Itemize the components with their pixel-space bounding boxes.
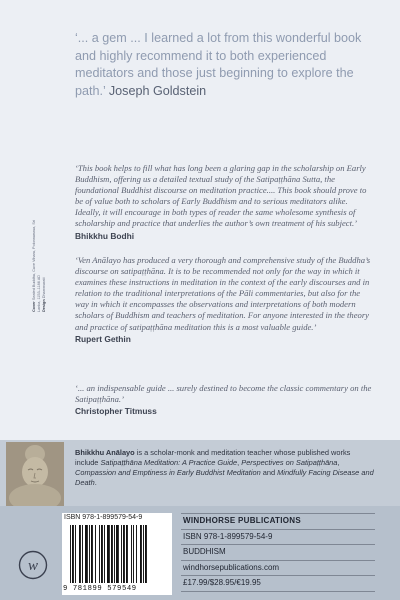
cover-credits [32, 212, 58, 312]
cover-credit-text: Seated Buddha, Cave Vihara, Polonnaruwa, Sri Lanka, 1153–1186 AD [32, 220, 41, 312]
review-text: ‘This book helps to fill what has long been a glaring gap in the scholarship on Early Buddhism, offering us a detailed textual study of the Satipaṭṭhāna Sutta, the foundational Buddhist discourse on meditation practice.... This book should prove to be of value both to scholars of Early Buddhism and to serious meditators alike. Ideally, it will encourage in both types of reader the same wholesome synthesis of scholarship and practice that underlies the author’s own treatment of his subject.’ [75, 163, 367, 229]
publisher-website: windhorsepublications.com [181, 560, 375, 576]
bio-title-4: Mindfully Facing Disease and Death [75, 468, 374, 487]
design-credit-text: Dhammarati [42, 277, 46, 299]
bio-author-name: Bhikkhu Anālayo [75, 448, 135, 457]
barcode-bars [70, 525, 168, 583]
author-bio [75, 448, 375, 488]
review-author: Rupert Gethin [75, 333, 131, 344]
review-author: Christopher Titmuss [75, 406, 157, 417]
bio-title-1: Satipaṭṭhāna Meditation: A Practice Guide [100, 458, 238, 467]
bio-sep-3: and [260, 468, 278, 477]
bio-text-a: is a scholar-monk and meditation teacher whose published works include [75, 448, 351, 467]
lead-quote [75, 30, 370, 100]
publisher-table [181, 513, 375, 592]
review-text: ‘... an indispensable guide ... surely destined to become the classic commentary on the Satipaṭṭhāna.’ [75, 383, 372, 405]
bio-title-2: Perspectives on Satipaṭṭhāna [241, 458, 338, 467]
barcode-isbn-label: ISBN 978-1-899579-54-9 [64, 514, 143, 521]
review-gethin [75, 255, 375, 345]
bio-title-3: Compassion and Emptiness in Early Buddhist Meditation [75, 468, 261, 477]
buddha-statue-image [6, 442, 64, 506]
review-bodhi [75, 163, 375, 242]
bio-sep-1: , [237, 458, 242, 467]
publisher-name: WINDHORSE PUBLICATIONS [181, 513, 375, 529]
bio-sep-2: , [337, 458, 340, 467]
lead-quote-author: Joseph Goldstein [108, 83, 207, 98]
review-titmuss [75, 383, 375, 417]
publisher-prices: £17.99/$28.95/€19.95 [181, 575, 375, 592]
review-text: ‘Ven Anālayo has produced a very thorough and comprehensive study of the Buddha’s discourse on satipaṭṭhāna. It is to be recommended not only for the way in which it examines these instructions in meditation in the context of the early discourses and in relation to the traditional interpretations of the Pāli commentaries, but also for the way in which it encompasses the observations and interpretations of both modern scholars of Buddhism and teachers of meditation. For anyone interested in the theory and practice of satipaṭṭhāna meditation this is a most valuable guide.’ [75, 255, 371, 332]
review-author: Bhikkhu Bodhi [75, 230, 135, 241]
windhorse-logo-icon [18, 550, 48, 580]
design-credit-label: Design [42, 299, 46, 312]
svg-text:w: w [27, 558, 39, 574]
bio-end: . [94, 478, 97, 487]
publisher-category: BUDDHISM [181, 544, 375, 560]
publisher-isbn: ISBN 978-1-899579-54-9 [181, 529, 375, 545]
cover-credit-label: Cover [32, 301, 36, 312]
barcode-digits: 9 781899 579549 [63, 585, 137, 593]
lead-quote-text: ‘... a gem ... I learned a lot from this wonderful book and highly recommend it to both experienced meditators and those just beginning to explore the path.’ [75, 31, 362, 98]
